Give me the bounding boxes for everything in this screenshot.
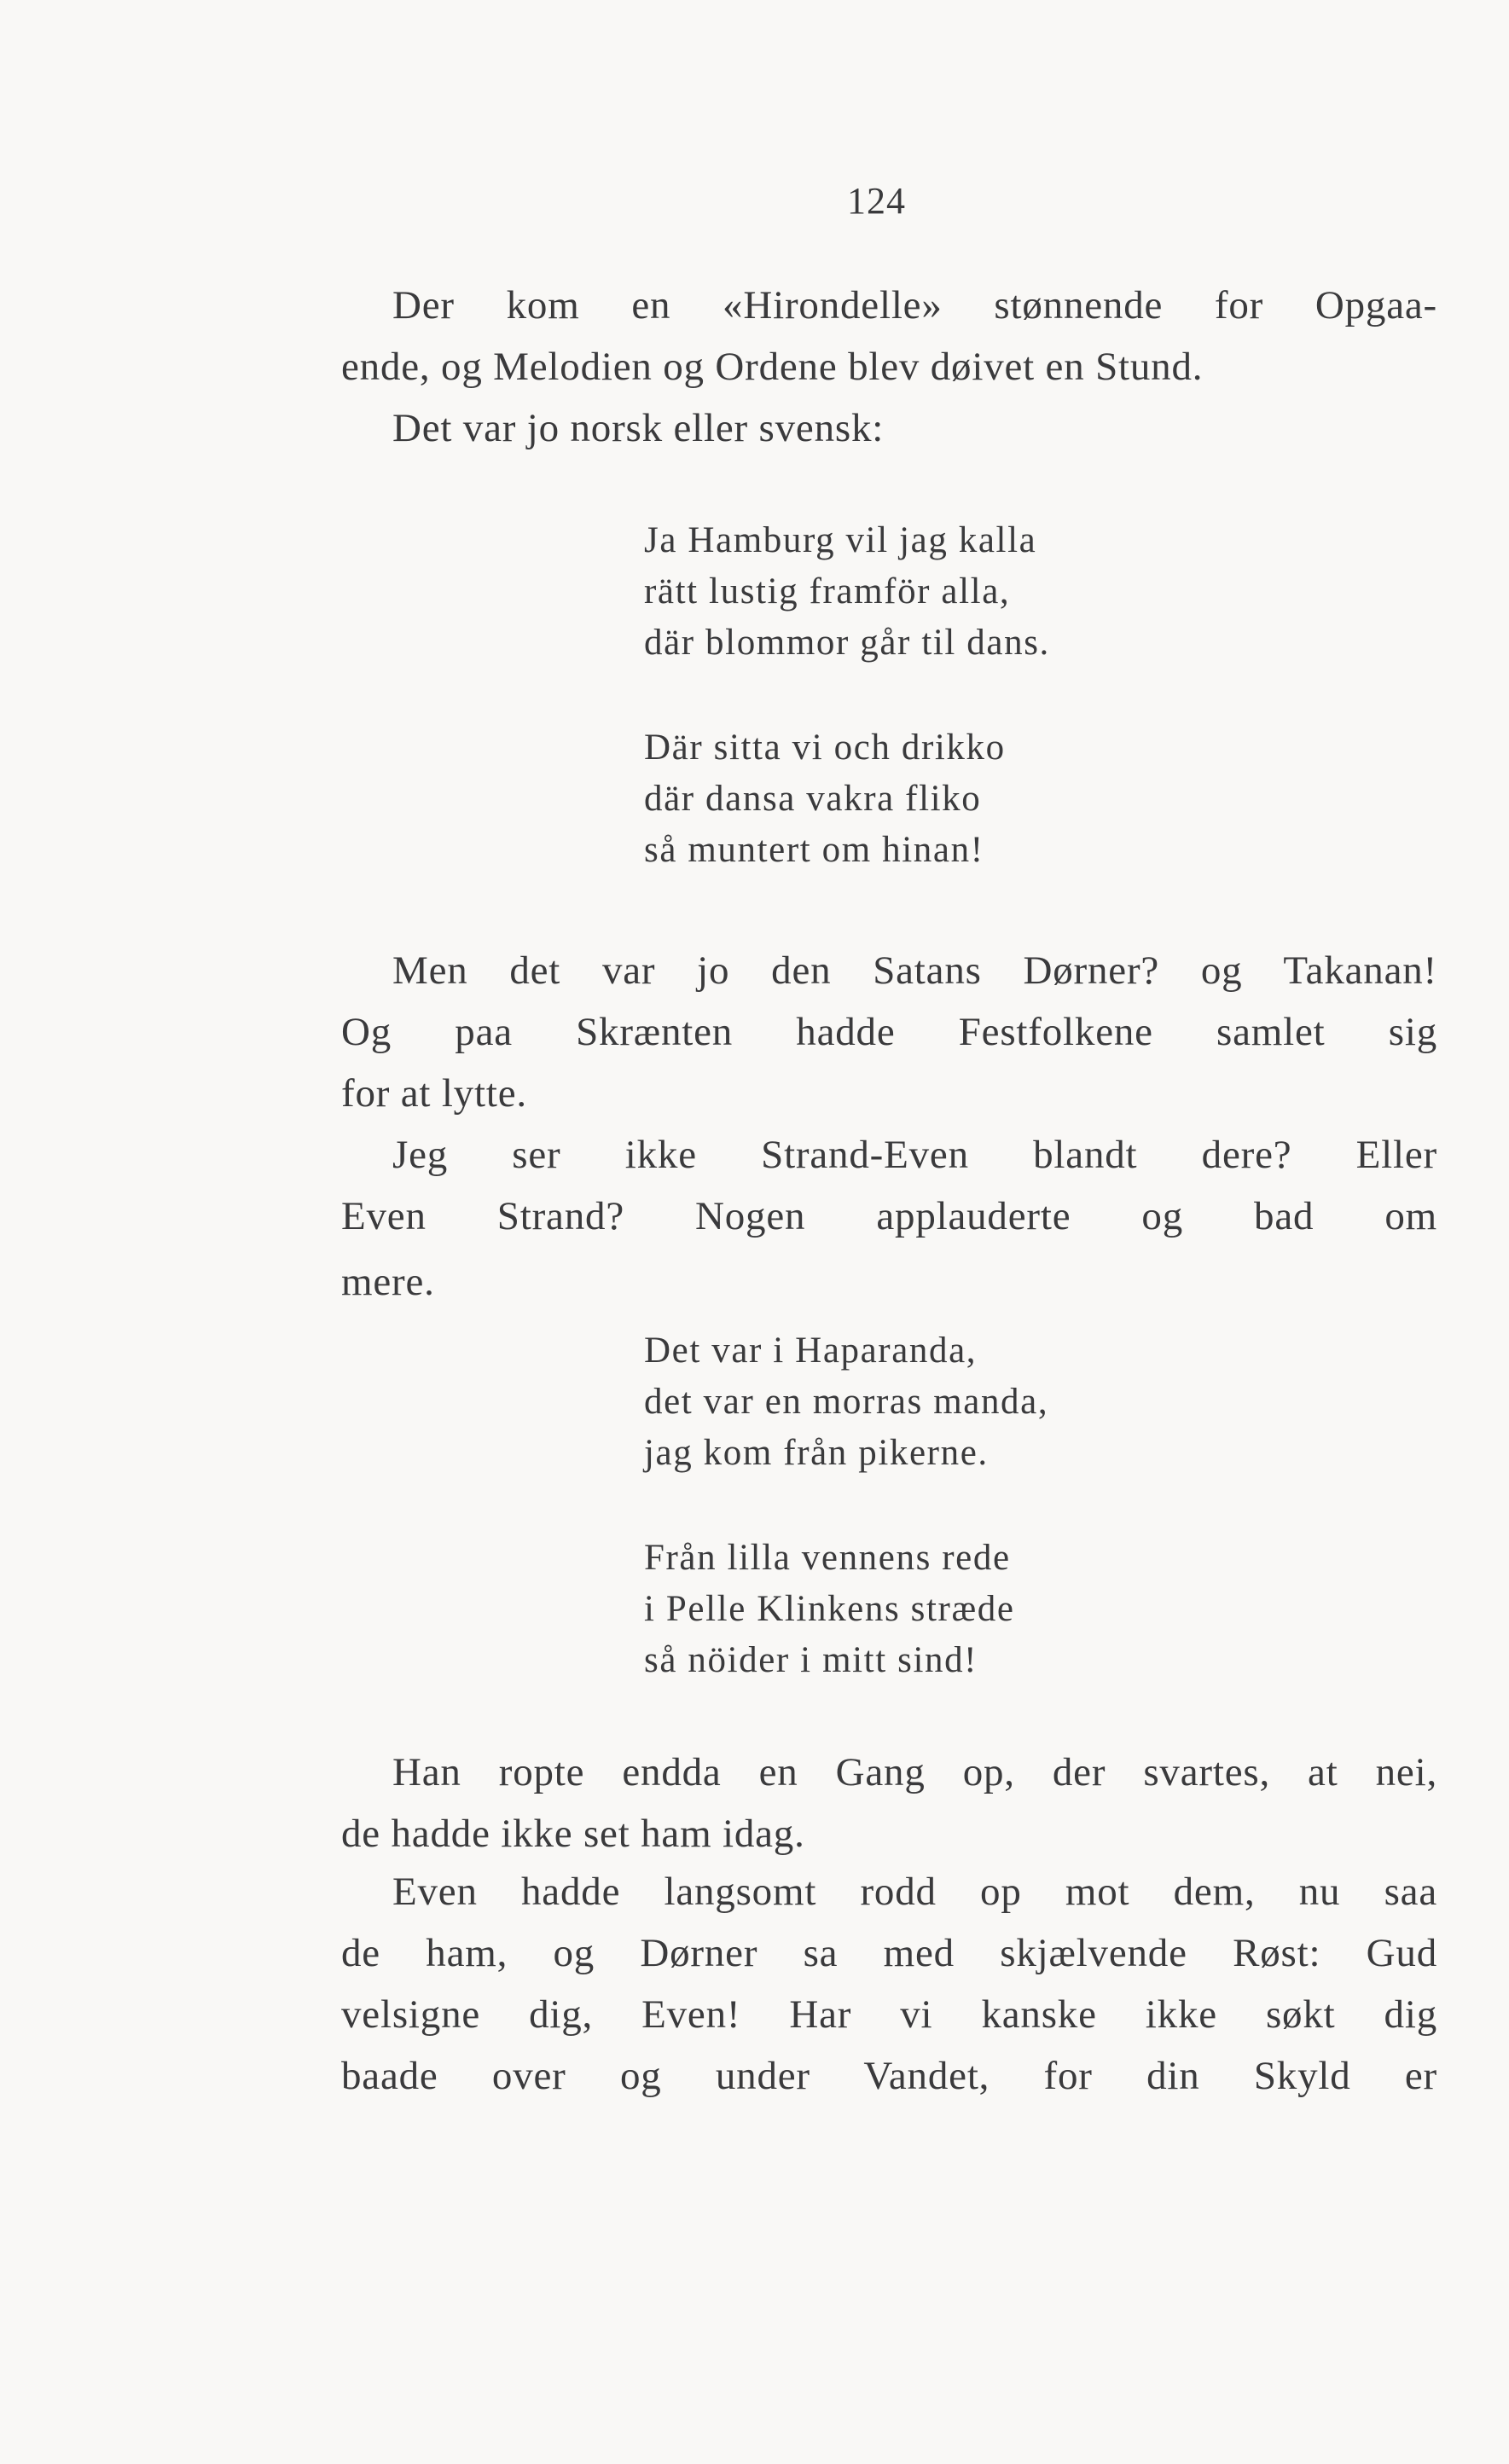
text-line: Han ropte endda en Gang op, der svartes, at nei,	[392, 1750, 1437, 1794]
text-line: de hadde ikke set ham idag.	[341, 1812, 805, 1856]
verse-line: Ja Hamburg vil jag kalla	[644, 520, 1037, 560]
verse-line: det var en morras manda,	[644, 1382, 1049, 1422]
page-number: 124	[847, 180, 906, 222]
verse-line: där blommor går til dans.	[644, 623, 1050, 663]
text-line: ende, og Melodien og Ordene blev døivet en Stund.	[341, 345, 1204, 389]
verse-line: så nöider i mitt sind!	[644, 1640, 978, 1680]
verse-line: Där sitta vi och drikko	[644, 728, 1006, 768]
verse-line: i Pelle Klinkens stræde	[644, 1589, 1015, 1629]
text-line: de ham, og Dørner sa med skjælvende Røst: Gud	[341, 1931, 1437, 1975]
text-line: Even Strand? Nogen applauderte og bad om	[341, 1194, 1437, 1238]
text-line: baade over og under Vandet, for din Skyld er	[341, 2054, 1437, 2098]
text-line: Og paa Skrænten hadde Festfolkene samlet sig	[341, 1010, 1437, 1054]
verse-line: så muntert om hinan!	[644, 830, 984, 870]
verse-line: Från lilla vennens rede	[644, 1538, 1011, 1578]
text-line: Det var jo norsk eller svensk:	[392, 406, 885, 450]
text-line: for at lytte.	[341, 1071, 527, 1116]
text-line: Jeg ser ikke Strand-Even blandt dere? Eller	[392, 1133, 1437, 1177]
verse-line: jag kom från pikerne.	[644, 1433, 989, 1473]
text-line: Even hadde langsomt rodd op mot dem, nu saa	[392, 1870, 1437, 1914]
text-line: mere.	[341, 1260, 435, 1304]
verse-line: där dansa vakra fliko	[644, 779, 982, 819]
text-line: velsigne dig, Even! Har vi kanske ikke søkt dig	[341, 1992, 1437, 2037]
text-line: Der kom en «Hirondelle» stønnende for Opgaa-	[392, 283, 1437, 328]
verse-line: Det var i Haparanda,	[644, 1331, 978, 1371]
text-line: Men det var jo den Satans Dørner? og Takanan!	[392, 948, 1437, 993]
verse-line: rätt lustig framför alla,	[644, 571, 1011, 612]
